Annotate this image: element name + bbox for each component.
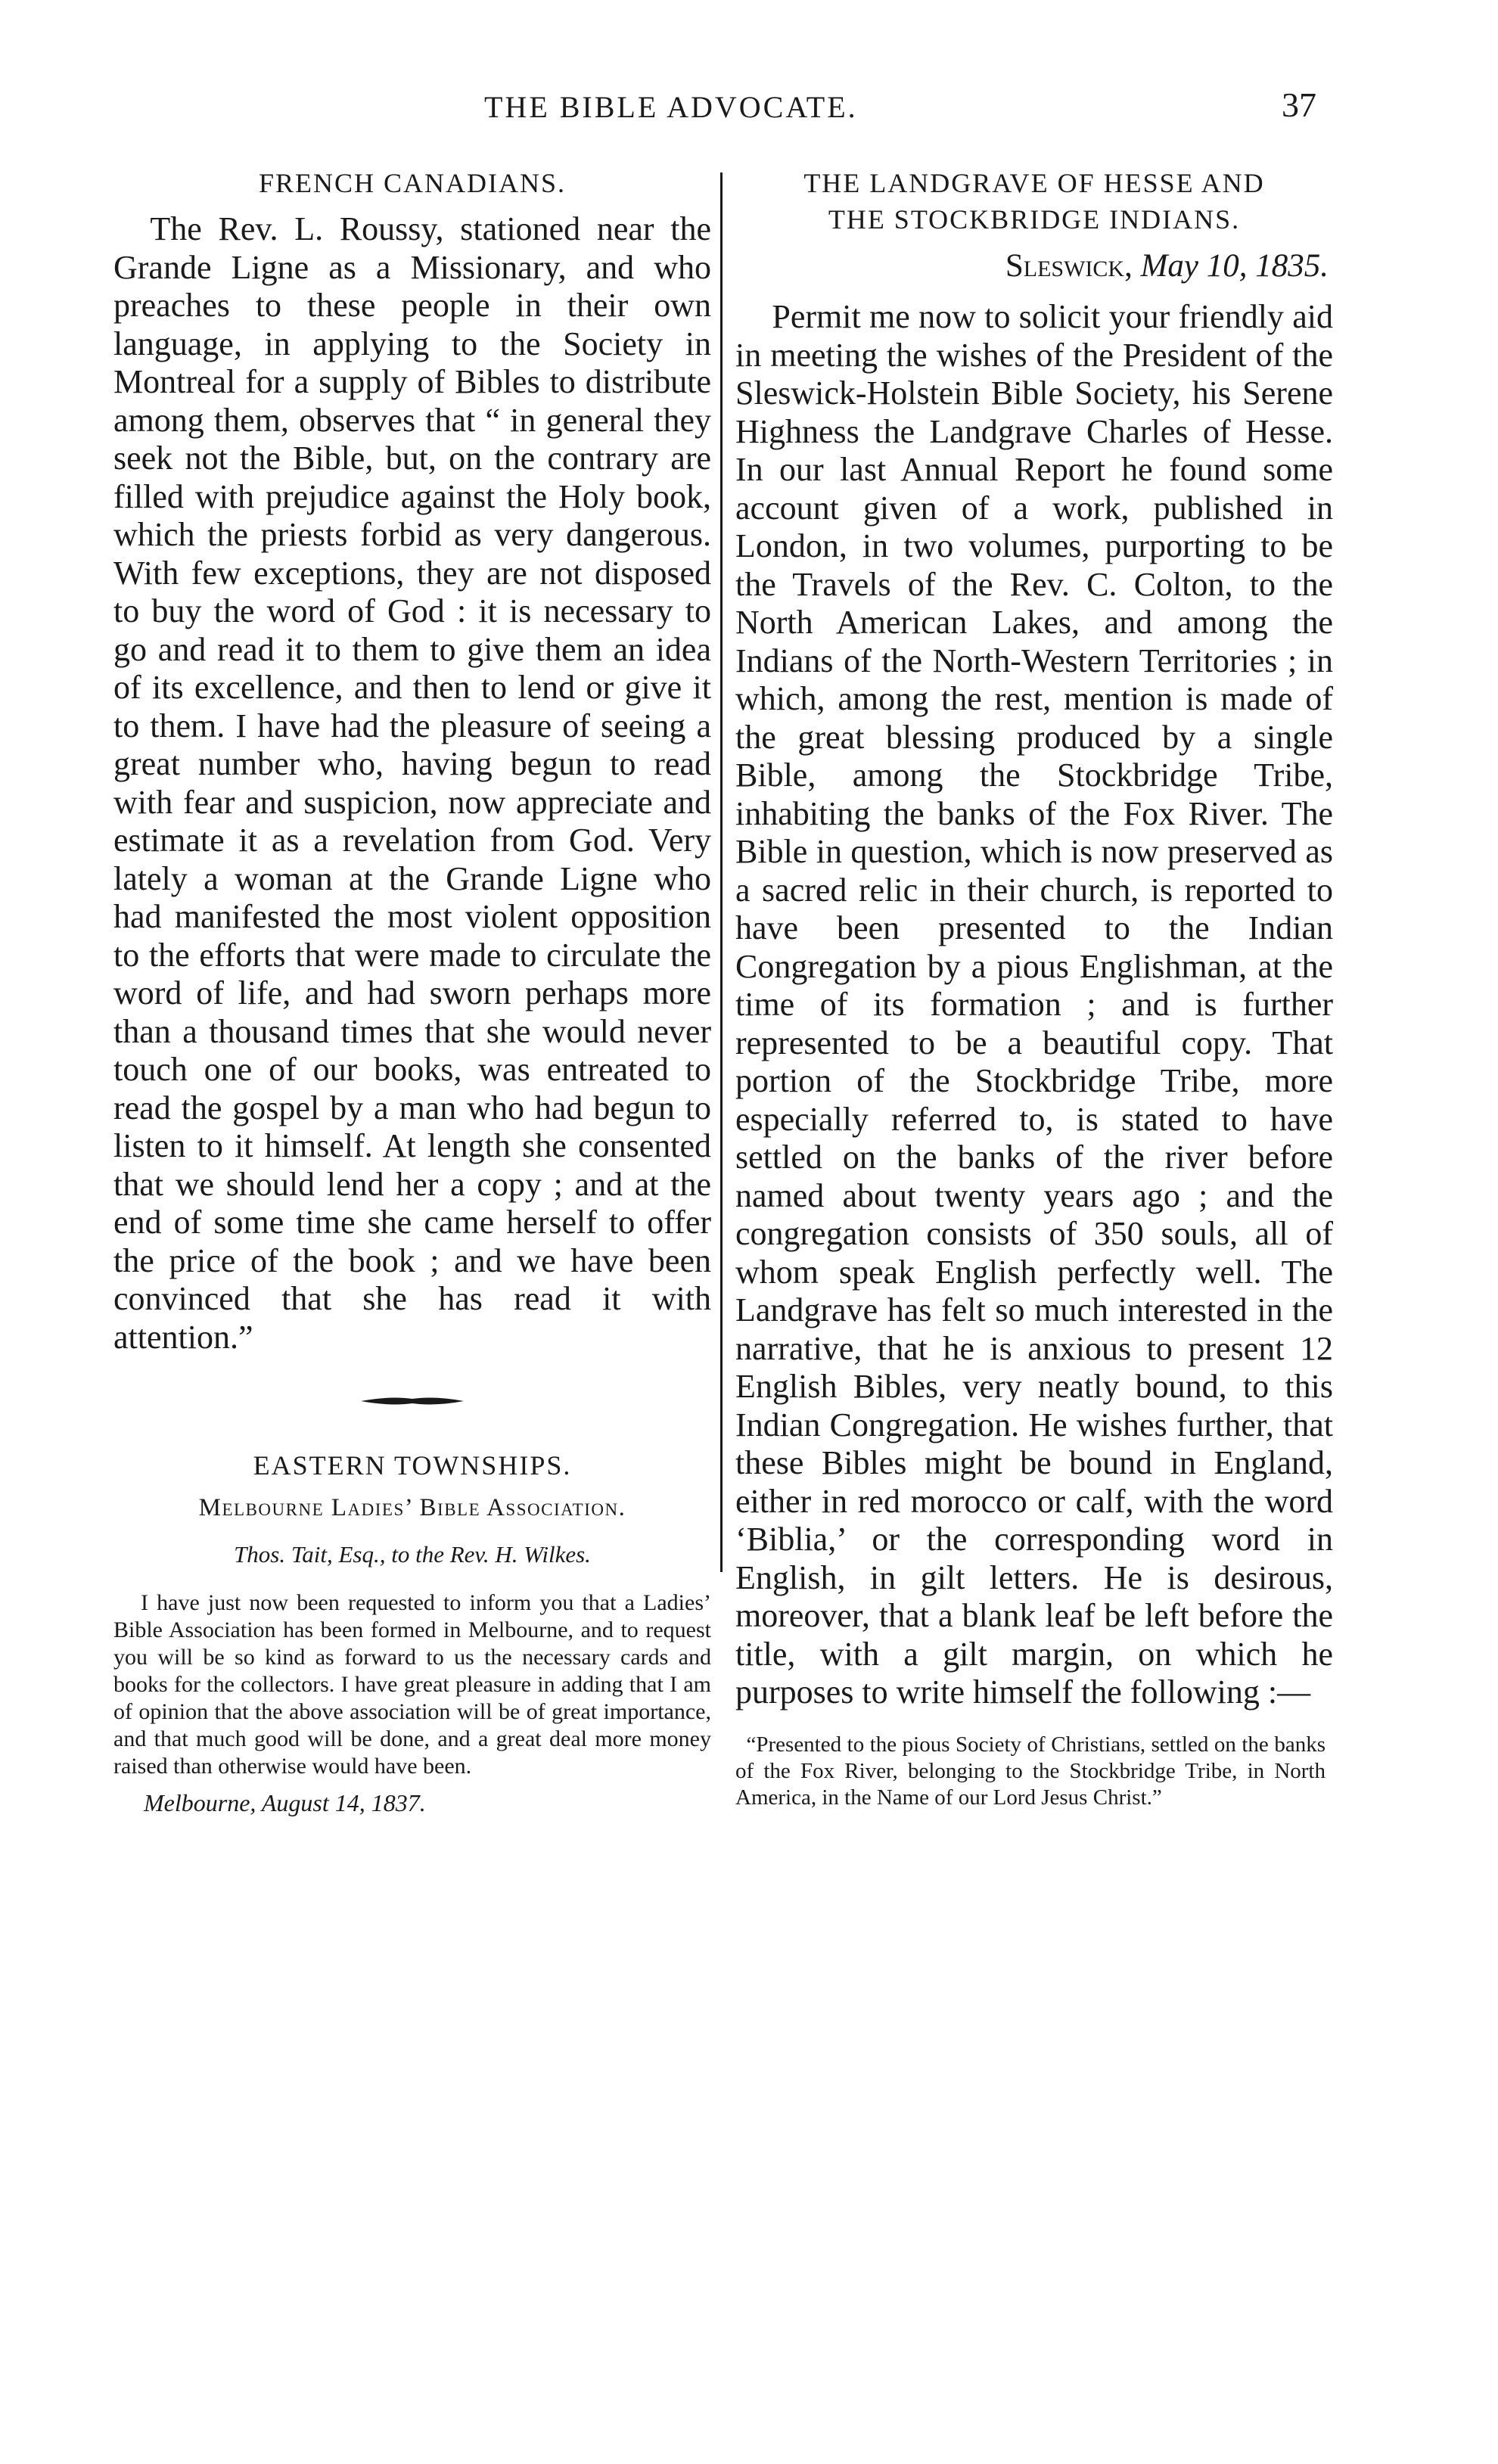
running-head: [484, 85, 1316, 150]
landgrave-heading-line2: THE STOCKBRIDGE INDIANS.: [828, 204, 1241, 235]
french-canadians-article: The Rev. L. Roussy, stationed near the Grande Ligne as a Missionary, and who preaches to these people in their own language, in applying to the Society in Montreal for a supply of Bibles to distribute among them, observes that “ in general they seek not the Bible, but, on the contrary are filled with prejudice against the Holy book, which the priests forbid as very dangerous. With few exceptions, they are not disposed to buy the word of God : it is necessary to go and read it to them to give them an idea of its excellence, and then to lend or give it to them. I have had the pleasure of seeing a great number who, having begun to read with fear and suspicion, now appreciate and estimate it as a revelation from God. Very lately a woman at the Grande Ligne who had manifested the most violent opposition to the efforts that were made to circulate the word of life, and had sworn perhaps more than a thousand times that she would never touch one of our books, was entreated to read the gospel by a man who had begun to listen to it himself. At length she consented that we should lend her a copy ; and at the end of some time she came herself to offer the price of the book ; and we have been convinced that she has read it with attention.”: [113, 210, 711, 1356]
dateline-date: May 10, 1835.: [1140, 248, 1329, 284]
column-divider: [720, 172, 723, 1572]
right-column: [735, 166, 1333, 2421]
eastern-townships-heading: EASTERN TOWNSHIPS.: [253, 1450, 572, 1481]
page-number: 37: [1282, 85, 1316, 124]
presentation-inscription: “Presented to the pious Society of Christians, settled on the banks of the Fox River, belonging to the Stockbridge Tribe, in North America, in the Name of our Lord Jesus Christ.”: [735, 1732, 1326, 1810]
dateline-place: Sleswick,: [1005, 248, 1133, 284]
landgrave-article: Permit me now to solicit your friendly aid in meeting the wishes of the President of the Sleswick-Holstein Bible Society, his Serene Highness the Landgrave Charles of Hesse. In our last Annual Report he found some account given of a work, published in London, in two volumes, purporting to be the Travels of the Rev. C. Colton, to the North American Lakes, and among the Indians of the North-Western Territories ; in which, among the rest, mention is made of the great blessing produced by a single Bible, among the Stockbridge Tribe, inhabiting the banks of the Fox River. The Bible in question, which is now preserved as a sacred relic in their church, is reported to have been presented to the Indian Congregation by a pious Englishman, at the time of its formation ; and is further represented to be a beautiful copy. That portion of the Stockbridge Tribe, more especially referred to, is stated to have settled on the banks of the river before named about twenty years ago ; and the congregation consists of 350 souls, all of whom speak English perfectly well. The Landgrave has felt so much interested in the narrative, that he is anxious to present 12 English Bibles, very neatly bound, to this Indian Congregation. He wishes further, that these Bibles might be bound in England, either in red morocco or calf, with the word ‘Biblia,’ or the corresponding word in English, in gilt letters. He is desirous, moreover, that a blank leaf be left before the title, with a gilt margin, on which he purposes to write himself the following :—: [735, 298, 1333, 1711]
letter-signoff: Melbourne, August 14, 1837.: [144, 1789, 426, 1816]
left-column: [113, 166, 711, 2421]
french-canadians-heading: FRENCH CANADIANS.: [258, 168, 567, 198]
dateline: [735, 247, 1329, 286]
running-title: THE BIBLE ADVOCATE.: [484, 90, 858, 124]
melbourne-association-heading: Melbourne Ladies’ Bible Association.: [198, 1494, 626, 1521]
melbourne-letter: I have just now been requested to inform you that a Ladies’ Bible Association has been formed in Melbourne, and to request you will be so kind as forward to us the necessary cards and books for the collectors. I have great pleasure in adding that I am of opinion that the above association will be of great importance, and that much good will be done, and a great deal more money raised than otherwise would have been.: [113, 1590, 711, 1779]
landgrave-heading-line1: THE LANDGRAVE OF HESSE AND: [803, 168, 1265, 198]
correspondents-line: Thos. Tait, Esq., to the Rev. H. Wilkes.: [234, 1541, 591, 1568]
section-ornament: [359, 1393, 465, 1409]
